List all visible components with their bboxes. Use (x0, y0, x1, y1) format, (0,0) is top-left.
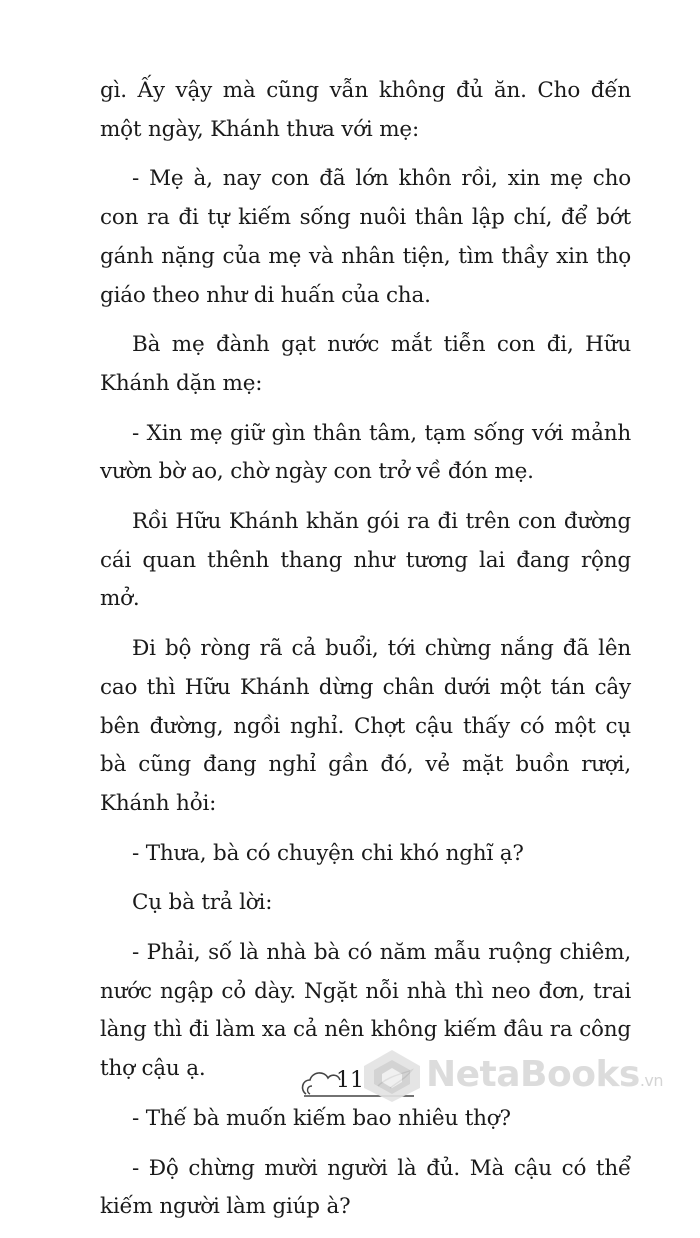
paragraph: Cụ bà trả lời: (132, 890, 273, 916)
watermark-suffix: .vn (639, 1071, 664, 1090)
page-footer (0, 1040, 700, 1110)
watermark (360, 1046, 700, 1106)
paragraph: - Độ chừng mười người là đủ. Mà cậu có thể kiếm người làm giúp à? (100, 1155, 631, 1220)
paragraph: - Phải, số là nhà bà có năm mẫu ruộng chiêm, nước ngập cỏ dày. Ngặt nỗi nhà thì neo đơn, trai làng thì đi làm xa cả nên không kiếm đâu ra công thợ cậu ạ. (100, 940, 631, 1082)
paragraph: gì. Ấy vậy mà cũng vẫn không đủ ăn. Cho đến một ngày, Khánh thưa với mẹ: (100, 78, 631, 142)
paragraph: - Mẹ à, nay con đã lớn khôn rồi, xin mẹ cho con ra đi tự kiếm sống nuôi thân lập chí, để bớt gánh nặng của mẹ và nhân tiện, tìm thầy xin thọ giáo theo như di huấn của cha. (100, 166, 631, 308)
paragraph: Bà mẹ đành gạt nước mắt tiễn con đi, Hữu Khánh dặn mẹ: (100, 332, 631, 396)
watermark-brand: NetaBooks (426, 1054, 640, 1095)
paragraph: Đi bộ ròng rã cả buổi, tới chừng nắng đã lên cao thì Hữu Khánh dừng chân dưới một tán cây bên đường, ngồi nghỉ. Chợt cậu thấy có một cụ bà cũng đang nghỉ gần đó, vẻ mặt buồn rượi, Khánh hỏi: (100, 636, 631, 816)
page-number: 11 (336, 1068, 364, 1093)
netabooks-logo-icon (360, 1048, 424, 1104)
paragraph: Rồi Hữu Khánh khăn gói ra đi trên con đường cái quan thênh thang như tương lai đang rộng mở. (100, 509, 631, 612)
paragraph: - Xin mẹ giữ gìn thân tâm, tạm sống với mảnh vườn bờ ao, chờ ngày con trở về đón mẹ. (100, 420, 631, 485)
paragraph: - Thế bà muốn kiếm bao nhiêu thợ? (132, 1105, 511, 1131)
paragraph: - Thưa, bà có chuyện chi khó nghĩ ạ? (132, 840, 524, 866)
watermark-text (426, 1054, 663, 1095)
